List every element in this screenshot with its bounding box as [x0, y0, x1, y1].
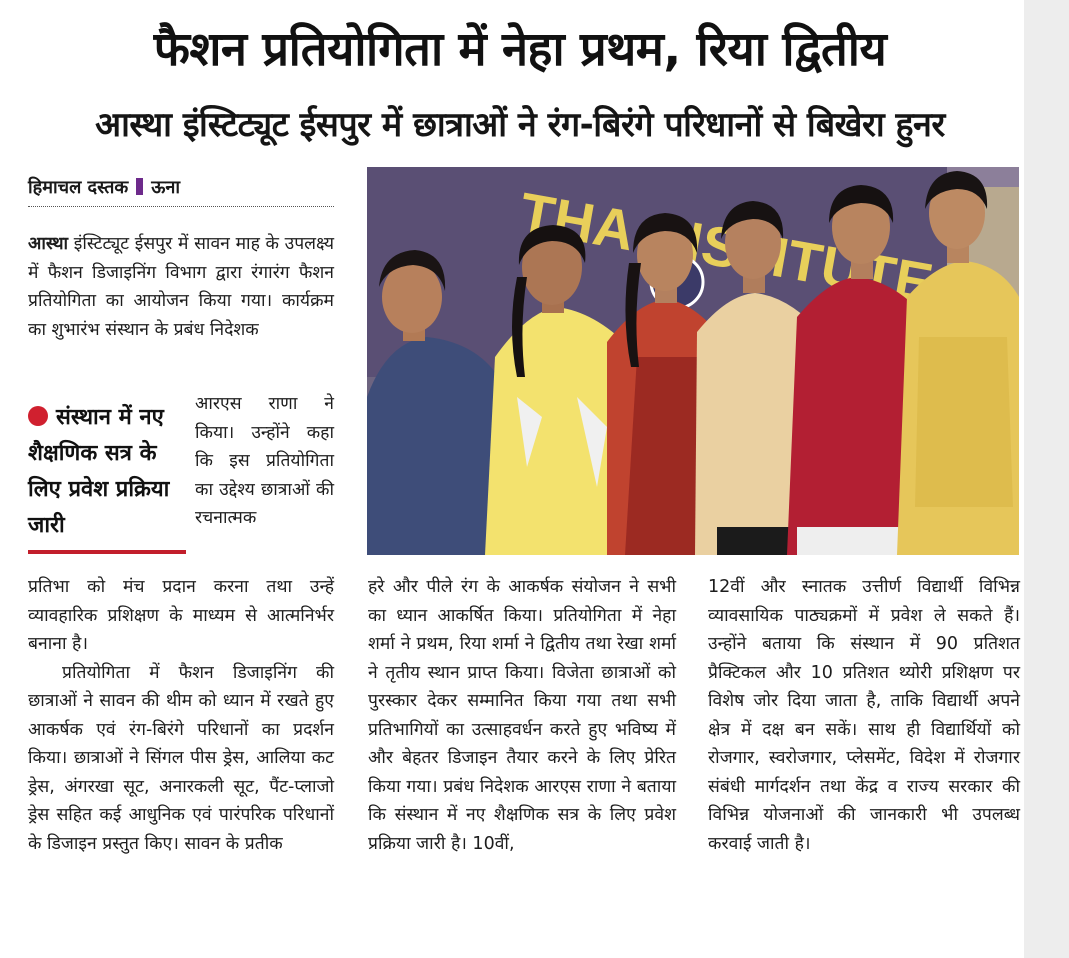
article-col1-top-text: इंस्टिट्यूट ईसपुर में सावन माह के उपलक्ष्य में फैशन डिजाइनिंग विभाग द्वारा रंगारंग फैशन प्रतियोगिता का आयोजन किया गया। कार्यक्रम का शुभारंभ संस्थान के प्रबंध निदेशक [28, 234, 334, 340]
article-column-1-bottom [28, 573, 334, 858]
subheadline: आस्था इंस्टिट्यूट ईसपुर में छात्राओं ने रंग-बिरंगे परिधानों से बिखेरा हुनर [95, 105, 945, 145]
article-column-2 [368, 573, 676, 858]
news-photo [367, 167, 1019, 555]
article-col1-mid-text: आरएस राणा ने किया। उन्होंने कहा कि इस प्रतियोगिता का उद्देश्य छात्राओं की रचनात्मक [195, 394, 334, 528]
article-col1-paragraph-2: प्रतियोगिता में फैशन डिजाइनिंग की छात्राओं ने सावन की थीम को ध्यान में रखते हुए आकर्षक एवं रंग-बिरंगे परिधानों का प्रदर्शन किया। छात्राओं ने सिंगल पीस ड्रेस, आलिया कट ड्रेस, अंगरखा सूट, अनारकली सूट, पैंट-प्लाजो ड्रेस सहित कई आधुनिक एवं पारंपरिक परिधानों के डिजाइन प्रस्तुत किए। सावन के प्रतीक [28, 662, 334, 854]
highlight-text: संस्थान में नए शैक्षणिक सत्र के लिए प्रवेश प्रक्रिया जारी [28, 405, 170, 538]
article-col3-text: 12वीं और स्नातक उत्तीर्ण विद्यार्थी विभिन्न व्यावसायिक पाठ्यक्रमों में प्रवेश ले सकते हैं। उन्होंने बताया कि संस्थान में 90 प्रतिशत प्रैक्टिकल और 10 प्रतिशत थ्योरी प्रशिक्षण पर विशेष जोर दिया जाता है, ताकि विद्यार्थी अपने क्षेत्र में दक्ष बन सकें। साथ ही विद्यार्थियों को रोजगार, स्वरोजगार, प्लेसमेंट, विदेश में रोजगार संबंधी मार्गदर्शन तथा केंद्र व राज्य सरकार की विभिन्न योजनाओं की जानकारी भी उपलब्ध करवाई जाती है। [708, 577, 1020, 854]
article-column-1-mid [195, 390, 334, 533]
banner-text: THA INSTITUTE [515, 180, 938, 315]
highlight-rule [28, 550, 186, 554]
article-column-1-top [28, 230, 334, 344]
headline: फैशन प्रतियोगिता में नेहा प्रथम, रिया द्वितीय [153, 22, 887, 77]
highlight-box [28, 400, 188, 544]
byline-separator [136, 178, 143, 195]
article-column-3 [708, 573, 1020, 858]
byline-publication: हिमाचल दस्तक [28, 177, 129, 198]
article-col2-text: हरे और पीले रंग के आकर्षक संयोजन ने सभी का ध्यान आकर्षित किया। प्रतियोगिता में नेहा शर्मा ने प्रथम, रिया शर्मा ने द्वितीय तथा रेखा शर्मा ने तृतीय स्थान प्राप्त किया। विजेता छात्राओं को पुरस्कार देकर सम्मानित किया गया तथा सभी प्रतिभागियों का उत्साहवर्धन करते हुए भविष्य में और बेहतर डिजाइन तैयार करने के लिए प्रेरित किया गया। प्रबंध निदेशक आरएस राणा ने बताया कि संस्थान में नए शैक्षणिक सत्र के लिए प्रवेश प्रक्रिया जारी है। 10वीं, [368, 577, 676, 854]
news-photo-illustration [367, 167, 1019, 555]
byline-location: ऊना [151, 177, 180, 198]
bullet-dot-icon [28, 406, 48, 426]
page-side-margin [1024, 0, 1069, 958]
article-col1-paragraph-1: प्रतिभा को मंच प्रदान करना तथा उन्हें व्यावहारिक प्रशिक्षण के माध्यम से आत्मनिर्भर बनाना है। [28, 577, 334, 654]
byline [28, 174, 334, 207]
article-lead-word: आस्था [28, 234, 69, 254]
